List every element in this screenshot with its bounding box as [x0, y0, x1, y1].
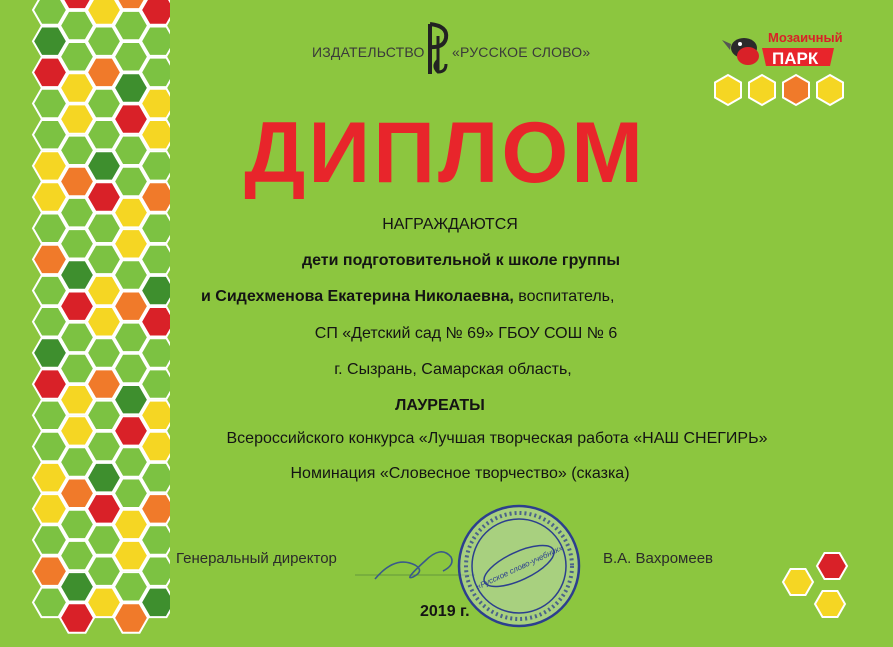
hexagon-border-decoration [0, 0, 170, 647]
logo-hexagon [817, 75, 843, 105]
border-hexagon [33, 151, 67, 180]
border-hexagon [60, 416, 94, 445]
border-hexagon [114, 136, 148, 165]
corner-hexagon [817, 553, 847, 579]
border-hexagon [60, 136, 94, 165]
logo-hexagon [749, 75, 775, 105]
border-hexagon [60, 11, 94, 40]
corner-hexagon-decoration [780, 548, 860, 623]
signatory-name: В.А. Вахромеев [603, 550, 714, 567]
corner-hexagon [783, 569, 813, 595]
publisher-label: ИЗДАТЕЛЬСТВО [312, 44, 425, 60]
logo-top-text: Мозаичный [768, 30, 843, 45]
border-hexagon [33, 120, 67, 149]
rs-publisher-logo-icon [424, 20, 452, 78]
logo-hexagon [783, 75, 809, 105]
border-hexagon [33, 401, 67, 430]
border-hexagon [114, 11, 148, 40]
organization-line: СП «Детский сад № 69» ГБОУ СОШ № 6 [314, 325, 618, 342]
publisher-name: «РУССКОЕ СЛОВО» [452, 44, 591, 60]
corner-hexagon [815, 591, 845, 617]
border-hexagon [87, 151, 121, 180]
border-hexagon [60, 260, 94, 289]
border-hexagon [33, 525, 67, 554]
teacher-name: и Сидехменова Екатерина Николаевна, [201, 288, 514, 305]
city-line: г. Сызрань, Самарская область, [334, 361, 572, 378]
border-hexagon [33, 245, 67, 274]
stamp-center-text: «Русское слово-учебник» [474, 543, 565, 592]
bullfinch-icon [722, 38, 759, 65]
border-hexagon [33, 276, 67, 305]
border-hexagon [114, 385, 148, 414]
mosaic-park-logo [706, 22, 856, 112]
signatory-role: Генеральный директор [176, 550, 337, 567]
border-hexagon [87, 557, 121, 586]
recipients-line: дети подготовительной к школе группы [301, 252, 621, 269]
border-hexagon [60, 385, 94, 414]
border-hexagon [114, 541, 148, 570]
border-hexagon [87, 525, 121, 554]
year-label: 2019 г. [420, 603, 470, 620]
border-hexagon [114, 416, 148, 445]
laureates-label: ЛАУРЕАТЫ [395, 397, 485, 414]
border-hexagon [33, 557, 67, 586]
logo-bottom-text: ПАРК [772, 49, 819, 68]
official-stamp [456, 503, 582, 629]
border-hexagon [87, 245, 121, 274]
border-hexagon [87, 401, 121, 430]
border-hexagon [87, 276, 121, 305]
border-hexagon [60, 541, 94, 570]
contest-line: Всероссийского конкурса «Лучшая творческая работа «НАШ СНЕГИРЬ» [226, 430, 768, 447]
border-hexagon [87, 120, 121, 149]
nomination-line: Номинация «Словесное творчество» (сказка) [290, 465, 630, 482]
teacher-role: воспитатель, [513, 288, 615, 305]
teacher-line [201, 288, 614, 306]
border-hexagon [114, 260, 148, 289]
awarded-label: НАГРАЖДАЮТСЯ [382, 216, 518, 233]
logo-hexagon [715, 75, 741, 105]
diploma-title: ДИПЛОМ [244, 105, 646, 201]
